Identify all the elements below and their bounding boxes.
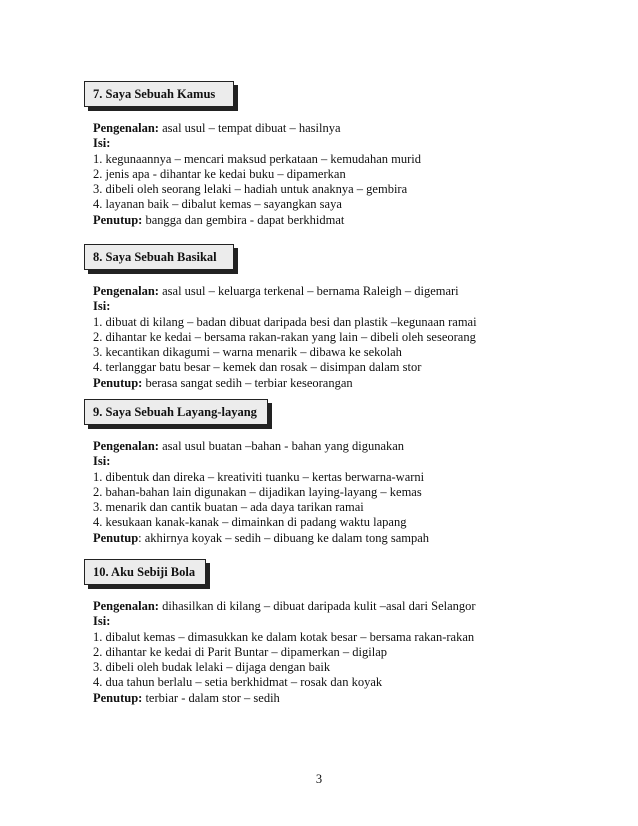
pengenalan-label: Pengenalan: xyxy=(93,121,159,135)
list-item: 4. dua tahun berlalu – setia berkhidmat – rosak dan koyak xyxy=(93,675,383,690)
penutup-label: Penutup xyxy=(93,530,139,545)
section-body xyxy=(93,439,429,546)
list-item: 3. dibeli oleh seorang lelaki – hadiah untuk anaknya – gembira xyxy=(93,182,408,197)
pengenalan-label: Pengenalan: xyxy=(93,599,159,613)
penutup-text: terbiar - dalam stor – sedih xyxy=(142,690,280,705)
pengenalan-line xyxy=(93,599,476,614)
penutup-label: Penutup: xyxy=(93,690,143,705)
pengenalan-text: dihasilkan di kilang – dibuat daripada kulit –asal dari Selangor xyxy=(158,599,476,613)
pengenalan-line xyxy=(93,284,477,299)
list-item: 2. dihantar ke kedai di Parit Buntar – dipamerkan – digilap xyxy=(93,644,388,659)
list-item: 1. dibentuk dan direka – kreativiti tuanku – kertas berwarna-warni xyxy=(93,469,425,484)
penutup-line xyxy=(93,691,476,706)
list-item: 4. terlanggar batu besar – kemek dan rosak – disimpan dalam stor xyxy=(93,360,422,375)
list-item: 1. kegunaannya – mencari maksud perkataan – kemudahan murid xyxy=(93,151,422,166)
pengenalan-line xyxy=(93,439,429,454)
penutup-text: bangga dan gembira - dapat berkhidmat xyxy=(142,212,345,227)
isi-label: Isi: xyxy=(93,614,111,629)
pengenalan-text: asal usul – tempat dibuat – hasilnya xyxy=(158,121,341,135)
isi-label: Isi: xyxy=(93,454,111,469)
list-item: 3. menarik dan cantik buatan – ada daya tarikan ramai xyxy=(93,500,364,515)
list-item: 2. bahan-bahan lain digunakan – dijadikan laying-layang – kemas xyxy=(93,484,422,499)
section-body xyxy=(93,121,421,228)
section-title: 8. Saya Sebuah Basikal xyxy=(84,244,234,270)
penutup-line xyxy=(93,376,477,391)
section-body xyxy=(93,599,476,706)
page-number: 3 xyxy=(315,772,323,786)
isi-label: Isi: xyxy=(93,299,111,314)
list-item: 3. kecantikan dikagumi – warna menarik – dibawa ke sekolah xyxy=(93,345,402,360)
list-item: 1. dibalut kemas – dimasukkan ke dalam kotak besar – bersama rakan-rakan xyxy=(93,629,475,644)
penutup-text: : akhirnya koyak – sedih – dibuang ke dalam tong sampah xyxy=(138,530,430,545)
list-item: 2. dihantar ke kedai – bersama rakan-rakan yang lain – dibeli oleh seseorang xyxy=(93,329,476,344)
pengenalan-label: Pengenalan: xyxy=(93,439,159,453)
section-body xyxy=(93,284,477,391)
penutup-line xyxy=(93,531,429,546)
pengenalan-text: asal usul buatan –bahan - bahan yang digunakan xyxy=(158,439,405,453)
list-item: 2. jenis apa - dihantar ke kedai buku – dipamerkan xyxy=(93,166,346,181)
isi-label: Isi: xyxy=(93,136,111,151)
section-title: 9. Saya Sebuah Layang-layang xyxy=(84,399,268,425)
penutup-text: berasa sangat sedih – terbiar keseorangan xyxy=(142,375,353,390)
pengenalan-text: asal usul – keluarga terkenal – bernama Raleigh – digemari xyxy=(158,284,459,298)
list-item: 4. kesukaan kanak-kanak – dimainkan di padang waktu lapang xyxy=(93,515,407,530)
list-item: 4. layanan baik – dibalut kemas – sayangkan saya xyxy=(93,197,342,212)
pengenalan-line xyxy=(93,121,421,136)
penutup-label: Penutup: xyxy=(93,375,143,390)
pengenalan-label: Pengenalan: xyxy=(93,284,159,298)
penutup-line xyxy=(93,213,421,228)
section-title: 10. Aku Sebiji Bola xyxy=(84,559,206,585)
section-title: 7. Saya Sebuah Kamus xyxy=(84,81,234,107)
penutup-label: Penutup: xyxy=(93,212,143,227)
list-item: 3. dibeli oleh budak lelaki – dijaga dengan baik xyxy=(93,660,331,675)
list-item: 1. dibuat di kilang – badan dibuat daripada besi dan plastik –kegunaan ramai xyxy=(93,314,477,329)
